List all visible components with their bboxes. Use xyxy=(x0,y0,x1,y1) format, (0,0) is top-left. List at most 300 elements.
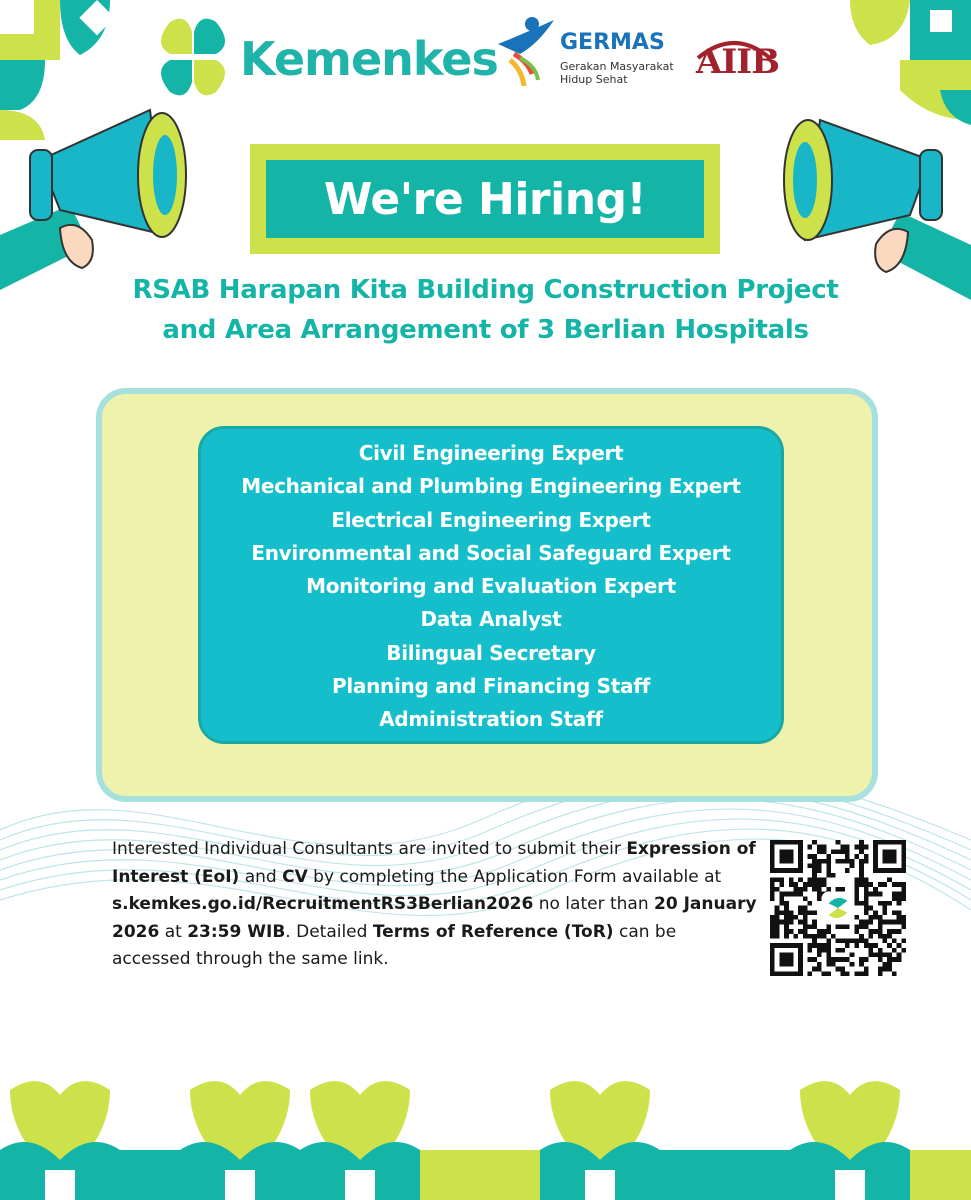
qr-module xyxy=(864,920,869,925)
qr-module xyxy=(873,953,878,958)
qr-module xyxy=(883,953,888,958)
deadline-date: 20 January 2026 xyxy=(112,894,757,942)
corner-pattern-top-right xyxy=(850,0,971,125)
qr-module xyxy=(812,873,817,878)
qr-module xyxy=(826,924,831,929)
qr-module xyxy=(864,971,869,976)
qr-module xyxy=(901,948,906,953)
qr-module xyxy=(817,962,822,967)
qr-module xyxy=(868,934,873,939)
qr-module xyxy=(840,887,845,892)
qr-module xyxy=(812,840,817,845)
qr-module xyxy=(859,845,864,850)
qr-module xyxy=(883,901,888,906)
qr-module xyxy=(826,938,831,943)
qr-module xyxy=(775,915,780,920)
qr-module xyxy=(859,878,864,883)
qr-module xyxy=(817,878,822,883)
qr-module xyxy=(883,882,888,887)
qr-module xyxy=(859,957,864,962)
qr-code[interactable] xyxy=(770,840,906,976)
qr-module xyxy=(770,887,775,892)
qr-module xyxy=(831,962,836,967)
germas-wordmark: GERMAS xyxy=(560,30,665,55)
qr-module xyxy=(892,971,897,976)
application-description xyxy=(112,836,760,974)
qr-module xyxy=(840,924,845,929)
qr-module xyxy=(779,882,784,887)
qr-module xyxy=(868,953,873,958)
qr-module xyxy=(831,873,836,878)
qr-module xyxy=(770,924,775,929)
qr-module xyxy=(803,934,808,939)
qr-module xyxy=(873,887,878,892)
qr-module xyxy=(864,896,869,901)
qr-module xyxy=(826,948,831,953)
qr-module xyxy=(840,845,845,850)
qr-module xyxy=(779,901,784,906)
qr-module xyxy=(803,896,808,901)
qr-module xyxy=(845,868,850,873)
qr-module xyxy=(859,924,864,929)
position-item: Mechanical and Plumbing Engineering Expert xyxy=(241,474,741,499)
qr-module xyxy=(901,896,906,901)
qr-module xyxy=(868,920,873,925)
qr-module xyxy=(817,887,822,892)
qr-module xyxy=(892,882,897,887)
qr-module xyxy=(770,920,775,925)
qr-module xyxy=(775,920,780,925)
qr-module xyxy=(897,896,902,901)
qr-module xyxy=(892,892,897,897)
project-title-line-1: RSAB Harapan Kita Building Construction Project xyxy=(132,275,839,305)
qr-module xyxy=(817,896,822,901)
qr-module xyxy=(836,924,841,929)
qr-module xyxy=(892,910,897,915)
qr-module xyxy=(859,868,864,873)
qr-module xyxy=(808,910,813,915)
desc-text: can be accessed through the same link. xyxy=(112,921,677,970)
qr-module xyxy=(850,953,855,958)
qr-module xyxy=(822,849,827,854)
qr-module xyxy=(812,967,817,972)
qr-module xyxy=(798,906,803,911)
qr-module xyxy=(817,845,822,850)
qr-module xyxy=(812,938,817,943)
qr-module xyxy=(892,948,897,953)
position-item: Administration Staff xyxy=(379,707,603,732)
qr-module xyxy=(883,906,888,911)
qr-module xyxy=(826,868,831,873)
qr-module xyxy=(812,868,817,873)
qr-module xyxy=(826,863,831,868)
qr-module xyxy=(859,882,864,887)
qr-module xyxy=(817,948,822,953)
qr-module xyxy=(817,882,822,887)
qr-module xyxy=(901,938,906,943)
corner-pattern-top-left xyxy=(0,0,115,140)
qr-module xyxy=(784,910,789,915)
qr-module xyxy=(864,910,869,915)
project-title xyxy=(60,270,911,350)
qr-module xyxy=(864,924,869,929)
qr-module xyxy=(822,948,827,953)
qr-module xyxy=(784,901,789,906)
qr-module xyxy=(883,967,888,972)
qr-module xyxy=(864,957,869,962)
qr-module xyxy=(887,934,892,939)
qr-module xyxy=(808,934,813,939)
qr-module xyxy=(817,967,822,972)
qr-module xyxy=(793,915,798,920)
qr-module xyxy=(770,878,775,883)
qr-module xyxy=(845,938,850,943)
qr-module xyxy=(854,896,859,901)
qr-module xyxy=(864,859,869,864)
qr-module xyxy=(840,849,845,854)
qr-module xyxy=(836,957,841,962)
qr-module xyxy=(826,887,831,892)
position-item: Electrical Engineering Expert xyxy=(331,507,651,532)
qr-module xyxy=(868,892,873,897)
qr-module xyxy=(887,878,892,883)
qr-module xyxy=(808,957,813,962)
qr-module xyxy=(803,882,808,887)
qr-module xyxy=(854,845,859,850)
qr-module xyxy=(798,910,803,915)
germas-tagline: Gerakan Masyarakat Hidup Sehat xyxy=(560,60,674,86)
qr-module xyxy=(864,854,869,859)
qr-module xyxy=(803,906,808,911)
qr-module xyxy=(798,887,803,892)
qr-module xyxy=(817,934,822,939)
qr-module xyxy=(812,882,817,887)
desc-text: by completing the Application Form available at xyxy=(307,866,722,887)
qr-module xyxy=(775,906,780,911)
qr-module xyxy=(840,859,845,864)
qr-module xyxy=(873,915,878,920)
qr-module xyxy=(864,887,869,892)
qr-module xyxy=(812,943,817,948)
qr-module xyxy=(864,892,869,897)
qr-module xyxy=(779,910,784,915)
qr-module xyxy=(897,957,902,962)
qr-module xyxy=(864,943,869,948)
qr-module xyxy=(859,849,864,854)
qr-module xyxy=(892,920,897,925)
qr-module xyxy=(826,854,831,859)
qr-module xyxy=(803,910,808,915)
qr-module xyxy=(836,948,841,953)
qr-module xyxy=(789,882,794,887)
qr-module xyxy=(878,915,883,920)
qr-module xyxy=(840,971,845,976)
qr-module xyxy=(803,929,808,934)
qr-module xyxy=(859,962,864,967)
qr-module xyxy=(779,878,784,883)
qr-module xyxy=(822,971,827,976)
qr-module xyxy=(817,943,822,948)
qr-module xyxy=(878,920,883,925)
qr-module xyxy=(826,953,831,958)
qr-module xyxy=(897,929,902,934)
qr-module xyxy=(878,924,883,929)
desc-text: . Detailed xyxy=(285,921,373,942)
qr-module xyxy=(784,906,789,911)
qr-module xyxy=(822,934,827,939)
qr-module xyxy=(812,878,817,883)
qr-module xyxy=(864,845,869,850)
qr-module xyxy=(887,967,892,972)
qr-module xyxy=(854,915,859,920)
qr-module xyxy=(812,924,817,929)
germas-logo xyxy=(498,14,678,94)
desc-text: Interested Individual Consultants are invited to submit their xyxy=(112,839,627,859)
qr-module xyxy=(901,892,906,897)
qr-module xyxy=(854,971,859,976)
qr-module xyxy=(826,962,831,967)
desc-tor: Terms of Reference (ToR) xyxy=(372,921,614,942)
qr-module xyxy=(897,901,902,906)
qr-module xyxy=(845,971,850,976)
qr-module xyxy=(817,929,822,934)
qr-module xyxy=(812,854,817,859)
qr-module xyxy=(883,910,888,915)
qr-module xyxy=(812,887,817,892)
qr-module xyxy=(789,915,794,920)
qr-module xyxy=(826,943,831,948)
qr-module xyxy=(854,882,859,887)
qr-module xyxy=(817,892,822,897)
qr-module xyxy=(826,929,831,934)
qr-module xyxy=(854,901,859,906)
qr-module xyxy=(868,915,873,920)
qr-module xyxy=(901,882,906,887)
qr-module xyxy=(775,887,780,892)
qr-module xyxy=(897,892,902,897)
qr-module xyxy=(892,896,897,901)
qr-module xyxy=(775,910,780,915)
qr-module xyxy=(883,938,888,943)
positions-panel xyxy=(198,426,784,744)
qr-module xyxy=(822,845,827,850)
qr-module xyxy=(812,920,817,925)
qr-module xyxy=(850,938,855,943)
qr-module xyxy=(808,878,813,883)
qr-module xyxy=(878,967,883,972)
qr-module xyxy=(836,840,841,845)
qr-module xyxy=(808,854,813,859)
qr-module xyxy=(798,892,803,897)
qr-module xyxy=(864,938,869,943)
desc-text: at xyxy=(159,921,188,942)
qr-module xyxy=(784,924,789,929)
qr-module xyxy=(859,863,864,868)
project-title-line-2: and Area Arrangement of 3 Berlian Hospitals xyxy=(162,315,809,345)
qr-module xyxy=(770,915,775,920)
qr-module xyxy=(901,924,906,929)
qr-module xyxy=(878,953,883,958)
qr-module xyxy=(864,901,869,906)
positions-list xyxy=(201,437,781,737)
qr-module xyxy=(817,868,822,873)
qr-module xyxy=(789,878,794,883)
qr-module xyxy=(817,849,822,854)
qr-module xyxy=(887,929,892,934)
qr-module xyxy=(836,887,841,892)
qr-module xyxy=(859,901,864,906)
qr-module xyxy=(770,882,775,887)
position-item: Planning and Financing Staff xyxy=(331,674,651,699)
qr-module xyxy=(831,957,836,962)
qr-module xyxy=(808,924,813,929)
qr-module xyxy=(878,882,883,887)
qr-module xyxy=(808,882,813,887)
qr-module xyxy=(808,948,813,953)
qr-module xyxy=(850,859,855,864)
qr-module xyxy=(845,849,850,854)
qr-module xyxy=(878,957,883,962)
qr-module xyxy=(854,929,859,934)
qr-module xyxy=(864,882,869,887)
qr-module xyxy=(784,929,789,934)
qr-module xyxy=(789,892,794,897)
qr-module xyxy=(775,924,780,929)
qr-module xyxy=(854,892,859,897)
qr-module xyxy=(817,859,822,864)
qr-module xyxy=(878,929,883,934)
qr-module xyxy=(845,943,850,948)
germas-logo-icon xyxy=(498,14,558,90)
qr-module xyxy=(892,929,897,934)
qr-module xyxy=(840,967,845,972)
qr-module xyxy=(873,892,878,897)
qr-module xyxy=(784,934,789,939)
hiring-banner-text: We're Hiring! xyxy=(323,173,647,225)
qr-module xyxy=(850,863,855,868)
qr-module xyxy=(892,938,897,943)
qr-module xyxy=(812,910,817,915)
qr-module xyxy=(854,943,859,948)
qr-module xyxy=(845,854,850,859)
application-link[interactable]: s.kemkes.go.id/RecruitmentRS3Berlian2026 xyxy=(112,894,534,915)
qr-module xyxy=(789,910,794,915)
qr-module xyxy=(859,920,864,925)
qr-module xyxy=(793,887,798,892)
qr-module xyxy=(873,929,878,934)
qr-module xyxy=(789,929,794,934)
qr-module xyxy=(859,840,864,845)
qr-module xyxy=(887,957,892,962)
qr-module xyxy=(793,934,798,939)
hiring-banner xyxy=(266,160,704,238)
qr-module xyxy=(873,910,878,915)
qr-module xyxy=(887,962,892,967)
qr-module xyxy=(901,887,906,892)
qr-module xyxy=(779,920,784,925)
qr-module xyxy=(864,906,869,911)
qr-module xyxy=(887,953,892,958)
qr-module xyxy=(883,920,888,925)
bottom-pattern xyxy=(0,1081,971,1200)
qr-module xyxy=(822,878,827,883)
qr-module xyxy=(831,934,836,939)
qr-module xyxy=(822,943,827,948)
qr-module xyxy=(803,924,808,929)
kemenkes-logo xyxy=(150,14,498,100)
desc-text: no later than xyxy=(533,894,655,915)
desc-text: and xyxy=(239,866,283,887)
qr-module xyxy=(793,892,798,897)
qr-module xyxy=(887,920,892,925)
kemenkes-logo-icon xyxy=(150,14,236,100)
qr-module xyxy=(831,849,836,854)
qr-module xyxy=(775,934,780,939)
qr-module xyxy=(868,943,873,948)
qr-module xyxy=(854,854,859,859)
qr-module xyxy=(822,859,827,864)
aiib-wordmark: AIIB xyxy=(696,42,779,82)
qr-module xyxy=(873,943,878,948)
deadline-time: 23:59 WIB xyxy=(187,921,286,942)
qr-module xyxy=(779,892,784,897)
qr-module xyxy=(868,929,873,934)
qr-module xyxy=(803,920,808,925)
qr-module xyxy=(770,896,775,901)
qr-module xyxy=(845,845,850,850)
qr-module xyxy=(775,878,780,883)
qr-module xyxy=(808,845,813,850)
qr-module xyxy=(897,882,902,887)
qr-module xyxy=(878,948,883,953)
qr-module xyxy=(826,971,831,976)
qr-module xyxy=(840,957,845,962)
qr-module xyxy=(897,910,902,915)
qr-module xyxy=(878,934,883,939)
qr-module xyxy=(859,938,864,943)
qr-module xyxy=(892,957,897,962)
qr-module xyxy=(845,924,850,929)
qr-module xyxy=(836,938,841,943)
qr-module xyxy=(808,943,813,948)
qr-module xyxy=(864,878,869,883)
qr-module xyxy=(836,859,841,864)
qr-module xyxy=(812,957,817,962)
qr-module xyxy=(770,892,775,897)
qr-module xyxy=(887,901,892,906)
qr-module xyxy=(850,962,855,967)
qr-module xyxy=(840,938,845,943)
qr-module xyxy=(836,967,841,972)
qr-module xyxy=(854,878,859,883)
qr-module xyxy=(878,892,883,897)
qr-module xyxy=(803,915,808,920)
qr-module xyxy=(808,863,813,868)
desc-eoi: Expression of Interest (EoI) xyxy=(112,839,756,887)
qr-module xyxy=(798,920,803,925)
qr-module xyxy=(864,967,869,972)
qr-module xyxy=(817,863,822,868)
qr-module xyxy=(840,948,845,953)
qr-module xyxy=(779,896,784,901)
qr-module xyxy=(798,929,803,934)
qr-module xyxy=(897,915,902,920)
qr-module xyxy=(901,915,906,920)
qr-module xyxy=(784,892,789,897)
qr-module xyxy=(859,971,864,976)
qr-module xyxy=(878,971,883,976)
qr-module xyxy=(845,859,850,864)
